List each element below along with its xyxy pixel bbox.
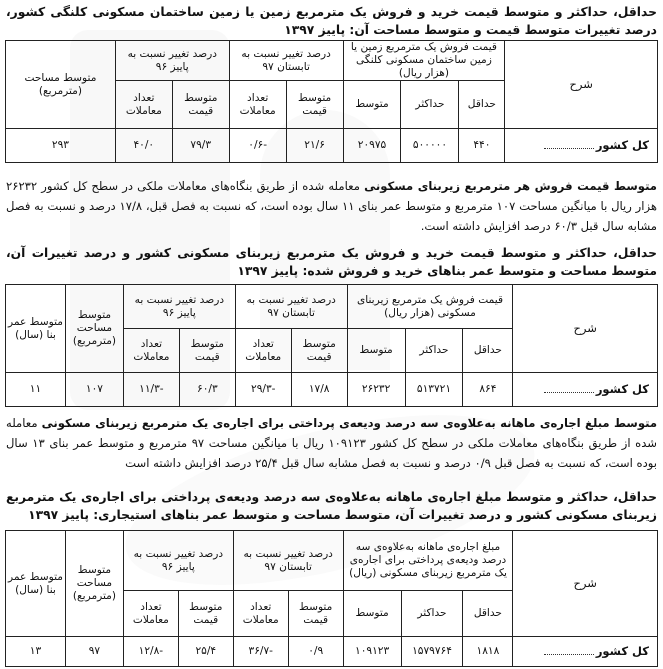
col-header-max: حداکثر [405, 329, 463, 373]
cell-summer-price: ۲۱/۶ [286, 129, 343, 163]
row-label-country: کل کشور [505, 129, 658, 163]
col-header-avg: متوسط [347, 329, 405, 373]
col-header-min: حداقل [463, 329, 513, 373]
land-price-table [5, 40, 658, 163]
col-header-change-autumn: درصد تغییر نسبت به پاییز ۹۶ [115, 41, 229, 81]
col-header-avg-area: متوسط مساحت (مترمربع) [65, 531, 123, 637]
cell-avg: ۲۰۹۷۵ [343, 129, 401, 163]
col-header-count: تعداد معاملات [235, 329, 291, 373]
col-header-avg-price: متوسط قیمت [288, 591, 343, 637]
col-header-max: حداکثر [401, 81, 459, 129]
row-label-country: کل کشور [513, 373, 658, 407]
col-header-price-group: قیمت فروش یک مترمربع زمین یا زمین ساختمان مسکونی کلنگی (هزار ریال) [343, 41, 505, 81]
cell-summer-count: -۳۶/۷ [233, 637, 288, 667]
cell-max: ۵۱۳۷۲۱ [405, 373, 463, 407]
col-header-avg: متوسط [343, 81, 401, 129]
col-header-description: شرح [505, 41, 658, 129]
row-label-country: کل کشور [513, 637, 658, 667]
cell-max: ۱۵۷۹۷۶۴ [401, 637, 463, 667]
col-header-count: تعداد معاملات [229, 81, 286, 129]
cell-summer-count: -۰/۶ [229, 129, 286, 163]
col-header-max: حداکثر [401, 591, 463, 637]
col-header-price-group: قیمت فروش یک مترمربع زیربنای مسکونی (هزار ریال) [347, 285, 513, 329]
col-header-avg-price: متوسط قیمت [286, 81, 343, 129]
section-heading-3: حداقل، حداکثر و متوسط مبلغ اجاره‌ی ماهانه به‌علاوه‌ی سه درصد ودیعه‌ی پرداختی برای اجاره‌ی یک مترمربع زیربنای مسکونی کشور و درصد تغییرات آن، متوسط مساحت و متوسط عمر بناهای استیجاری: پاییز ۱۳۹۷ [6, 490, 657, 522]
col-header-avg-price: متوسط قیمت [178, 591, 233, 637]
cell-autumn-price: ۲۵/۴ [178, 637, 233, 667]
col-header-count: تعداد معاملات [115, 81, 172, 129]
cell-avg: ۱۰۹۱۲۳ [343, 637, 401, 667]
cell-min: ۸۶۴ [463, 373, 513, 407]
residential-price-table [5, 284, 658, 407]
col-header-change-summer: درصد تغییر نسبت به تابستان ۹۷ [229, 41, 343, 81]
cell-summer-count: -۲۹/۳ [235, 373, 291, 407]
cell-autumn-count: -۱۱/۳ [123, 373, 179, 407]
col-header-change-summer: درصد تغییر نسبت به تابستان ۹۷ [235, 285, 347, 329]
col-header-min: حداقل [463, 591, 513, 637]
paragraph-2 [6, 413, 657, 473]
col-header-avg-area: متوسط مساحت (مترمربع) [65, 285, 123, 373]
col-header-count: تعداد معاملات [123, 329, 179, 373]
col-header-avg-price: متوسط قیمت [179, 329, 235, 373]
paragraph-text: معامله شده از طریق بنگاه‌های معاملات ملکی در سطح کل کشور ۲۶۲۳۲ هزار ریال با میانگین مساحت ۱۰۷ مترمربع و متوسط عمر بنای ۱۱ سال بوده است، که نسبت به فصل قبل، ۱۷/۸ درصد و نسبت به فصل مشابه سال قبل ۶۰/۳ درصد افزایش داشته است. [6, 179, 657, 233]
cell-autumn-price: ۷۹/۳ [172, 129, 229, 163]
cell-min: ۴۴۰ [459, 129, 505, 163]
cell-avg-age: ۱۳ [6, 637, 66, 667]
cell-avg: ۲۶۲۳۲ [347, 373, 405, 407]
col-header-min: حداقل [459, 81, 505, 129]
cell-avg-area: ۹۷ [65, 637, 123, 667]
cell-max: ۵۰۰۰۰۰ [401, 129, 459, 163]
col-header-avg-price: متوسط قیمت [291, 329, 347, 373]
col-header-change-autumn: درصد تغییر نسبت به پاییز ۹۶ [123, 531, 233, 591]
col-header-avg-age: متوسط عمر بنا (سال) [6, 531, 66, 637]
section-heading-1: حداقل، حداکثر و متوسط قیمت خرید و فروش یک مترمربع زمین یا زمین ساختمان مسکونی کلنگی کشور، درصد تغییرات متوسط قیمت و متوسط مساحت آن: پاییز ۱۳۹۷ [6, 5, 657, 37]
col-header-count: تعداد معاملات [123, 591, 178, 637]
cell-avg-area: ۱۰۷ [65, 373, 123, 407]
col-header-change-autumn: درصد تغییر نسبت به پاییز ۹۶ [123, 285, 235, 329]
cell-summer-price: ۱۷/۸ [291, 373, 347, 407]
col-header-change-summer: درصد تغییر نسبت به تابستان ۹۷ [233, 531, 343, 591]
col-header-avg-price: متوسط قیمت [172, 81, 229, 129]
rent-table [5, 530, 658, 667]
col-header-avg: متوسط [343, 591, 401, 637]
col-header-description: شرح [513, 531, 658, 637]
col-header-price-group: مبلغ اجاره‌ی ماهانه به‌علاوه‌ی سه درصد ودیعه‌ی پرداختی برای اجاره‌ی یک مترمربع زیربنای مسکونی (ریال) [343, 531, 513, 591]
col-header-avg-area: متوسط مساحت (مترمربع) [6, 41, 116, 129]
cell-summer-price: ۰/۹ [288, 637, 343, 667]
col-header-avg-age: متوسط عمر بنا (سال) [6, 285, 66, 373]
section-heading-2: حداقل، حداکثر و متوسط قیمت خرید و فروش یک مترمربع زیربنای مسکونی کشور و درصد تغییرات آن، متوسط مساحت و متوسط عمر بناهای خرید و فروش شده: پاییز ۱۳۹۷ [6, 246, 657, 278]
paragraph-lead: متوسط قیمت فروش هر مترمربع زیربنای مسکونی [364, 179, 657, 193]
col-header-description: شرح [513, 285, 658, 373]
paragraph-lead: متوسط مبلغ اجاره‌ی ماهانه به‌علاوه‌ی سه درصد ودیعه‌ی پرداختی برای اجاره‌ی یک مترمربع زیربنای مسکونی [41, 416, 657, 430]
cell-avg-area: ۲۹۳ [6, 129, 116, 163]
cell-autumn-count: -۱۲/۸ [123, 637, 178, 667]
cell-min: ۱۸۱۸ [463, 637, 513, 667]
paragraph-text: معامله شده از طریق بنگاه‌های معاملات ملکی در سطح کل کشور ۱۰۹۱۲۳ ریال با میانگین مساحت ۹۷ مترمربع و متوسط عمر بنای ۱۳ سال بوده است، که نسبت به فصل قبل ۰/۹ درصد و نسبت به فصل مشابه سال قبل ۲۵/۴ درصد افزایش داشته است [6, 416, 657, 470]
cell-avg-age: ۱۱ [6, 373, 66, 407]
cell-autumn-price: ۶۰/۳ [179, 373, 235, 407]
col-header-count: تعداد معاملات [233, 591, 288, 637]
paragraph-1 [6, 176, 657, 236]
cell-autumn-count: ۴۰/۰ [115, 129, 172, 163]
